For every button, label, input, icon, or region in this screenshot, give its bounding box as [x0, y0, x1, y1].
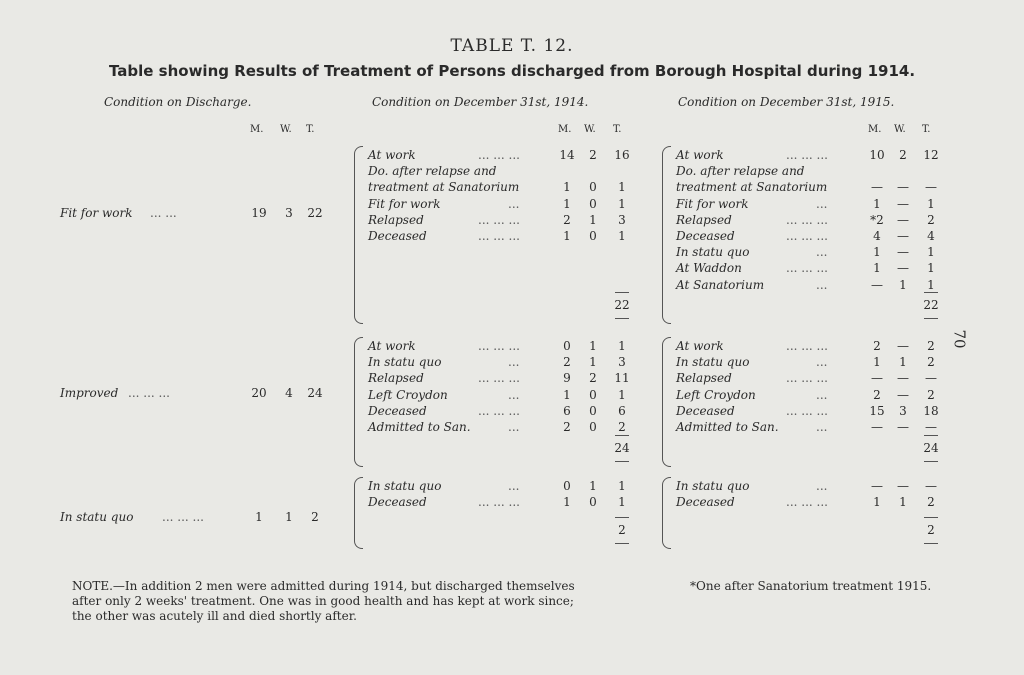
y1914-row-dots: ... — [508, 387, 520, 402]
y1915-cell-t: — — [925, 371, 937, 386]
y1915-row-label: At Sanatorium — [676, 277, 765, 292]
brace-1915 — [662, 337, 671, 467]
y1914-row-dots: ... ... ... — [478, 212, 520, 227]
y1914-row-label: In statu quo — [368, 355, 442, 370]
y1914-row-dots: ... ... ... — [478, 495, 520, 510]
y1914-cell-w: 0 — [589, 420, 597, 434]
y1915-cell-m: 1 — [873, 355, 881, 370]
y1914-cell-t: 1 — [618, 196, 626, 211]
column-header-m: M. — [868, 124, 882, 135]
section-t: 22 — [307, 206, 323, 220]
column-header-w: W. — [584, 124, 596, 135]
y1915-row-label: Relapsed — [676, 212, 732, 227]
y1915-cell-t: 4 — [927, 229, 935, 243]
y1915-row-dots: ... ... ... — [786, 148, 828, 162]
y1915-cell-m: — — [871, 277, 883, 292]
footnote: *One after Sanatorium treatment 1915. — [690, 579, 932, 593]
y1915-cell-t: 12 — [923, 148, 939, 162]
table-subtitle: Table showing Results of Treatment of Persons discharged from Borough Hospital during 1914. — [108, 62, 916, 80]
y1915-row-label: treatment at Sanatorium — [676, 180, 828, 195]
y1915-cell-t: 2 — [927, 387, 935, 402]
y1915-row-dots: ... ... ... — [786, 339, 828, 353]
y1914-cell-w: 1 — [589, 355, 597, 370]
section-dots: ... ... ... — [162, 510, 204, 524]
y1915-cell-t: 18 — [923, 403, 939, 418]
y1914-cell-w: 0 — [589, 403, 597, 418]
y1915-cell-m: 15 — [869, 403, 885, 418]
y1914-row-label: Relapsed — [368, 371, 424, 386]
column-header-m: M. — [558, 124, 572, 135]
y1914-cell-t: 1 — [618, 229, 626, 243]
y1915-row-dots: ... — [816, 387, 828, 402]
y1915-row-label: Deceased — [676, 403, 735, 418]
y1914-row-label: Fit for work — [368, 196, 441, 211]
section-t: 24 — [307, 386, 323, 400]
y1914-cell-w: 2 — [589, 371, 597, 386]
header-condition-on-discharge: Condition on Discharge. — [104, 95, 252, 109]
section-label: Fit for work — [60, 206, 133, 220]
y1914-cell-m: 2 — [563, 212, 571, 227]
y1915-cell-m: 1 — [873, 245, 881, 260]
total-1915-rule-bottom — [924, 461, 938, 462]
note-paragraph: NOTE.—In addition 2 men were admitted during 1914, but discharged themselves after only 2 weeks' treatment. One was in good health and has kept at work since; the other was acutely ill and died shortly after. — [72, 579, 575, 623]
section-label: In statu quo — [60, 510, 134, 524]
section-m: 1 — [255, 510, 263, 524]
y1914-cell-t: 3 — [618, 212, 626, 227]
y1915-cell-m: 2 — [873, 339, 881, 353]
column-header-w: W. — [894, 124, 906, 135]
y1915-row-label: Deceased — [676, 495, 735, 510]
y1914-cell-w: 1 — [589, 212, 597, 227]
y1915-row-label: Relapsed — [676, 371, 732, 386]
y1914-row-label: At work — [368, 339, 416, 353]
y1914-cell-m: 1 — [563, 196, 571, 211]
y1914-cell-t: 1 — [618, 339, 626, 353]
y1915-cell-w: — — [897, 212, 909, 227]
total-1914-rule-top — [615, 517, 629, 518]
y1915-cell-w: — — [897, 387, 909, 402]
column-header-t: T. — [306, 124, 315, 135]
y1915-row-label: In statu quo — [676, 479, 750, 493]
y1915-row-label: At Waddon — [676, 261, 742, 276]
y1915-cell-m: 2 — [873, 387, 881, 402]
y1915-row-label: Admitted to San. — [676, 420, 779, 434]
y1914-cell-w: 2 — [589, 148, 597, 162]
total-1915-rule-bottom — [924, 318, 938, 319]
brace-1914 — [354, 477, 363, 549]
y1915-cell-w: — — [897, 196, 909, 211]
total-1914-rule-top — [615, 292, 629, 293]
y1914-cell-w: 0 — [589, 229, 597, 243]
y1915-cell-m: *2 — [870, 212, 884, 227]
y1915-row-dots: ... — [816, 420, 828, 434]
y1914-row-label: Deceased — [368, 495, 427, 510]
y1914-cell-t: 11 — [614, 371, 630, 386]
column-header-w: W. — [280, 124, 292, 135]
y1915-cell-t: 1 — [927, 261, 935, 276]
section-dots: ... ... ... — [128, 386, 170, 400]
y1914-cell-t: 1 — [618, 495, 626, 510]
y1915-cell-m: 1 — [873, 196, 881, 211]
y1914-cell-m: 1 — [563, 180, 571, 195]
y1914-row-dots: ... — [508, 196, 520, 211]
y1914-cell-m: 9 — [563, 371, 571, 386]
y1914-row-label: Left Croydon — [368, 387, 448, 402]
y1915-cell-m: — — [871, 180, 883, 195]
column-header-t: T. — [613, 124, 622, 135]
y1914-row-label: Relapsed — [368, 212, 424, 227]
column-header-t: T. — [922, 124, 931, 135]
y1915-cell-m: — — [871, 420, 883, 434]
y1915-cell-t: 2 — [927, 355, 935, 370]
y1914-cell-m: 6 — [563, 403, 571, 418]
y1914-row-label: In statu quo — [368, 479, 442, 493]
y1914-cell-t: 1 — [618, 387, 626, 402]
section-w: 3 — [285, 206, 293, 220]
section-m: 20 — [251, 386, 267, 400]
total-1914-rule-top — [615, 435, 629, 436]
y1915-cell-w: 2 — [899, 148, 907, 162]
y1914-row-label: At work — [368, 148, 416, 162]
y1915-row-dots: ... ... ... — [786, 229, 828, 243]
y1914-cell-m: 0 — [563, 479, 571, 493]
y1914-row-dots: ... — [508, 420, 520, 434]
y1915-row-label: Fit for work — [676, 196, 749, 211]
y1915-row-dots: ... ... ... — [786, 261, 828, 276]
y1915-row-label: Left Croydon — [676, 387, 756, 402]
y1915-cell-t: 2 — [927, 495, 935, 510]
total-1914-rule-bottom — [615, 543, 629, 544]
total-1914: 2 — [618, 523, 626, 537]
y1914-row-dots: ... ... ... — [478, 403, 520, 418]
y1914-row-label: Do. after relapse and — [368, 164, 497, 179]
y1915-cell-w: 3 — [899, 403, 907, 418]
section-dots: ... ... — [150, 206, 177, 220]
brace-1914 — [354, 146, 363, 324]
y1914-cell-w: 0 — [589, 495, 597, 510]
y1915-cell-w: — — [897, 371, 909, 386]
y1914-cell-t: 1 — [618, 180, 626, 195]
section-t: 2 — [311, 510, 319, 524]
y1914-cell-w: 1 — [589, 479, 597, 493]
header-december-1914: Condition on December 31st, 1914. — [372, 95, 589, 109]
y1914-row-dots: ... ... ... — [478, 339, 520, 353]
y1915-cell-w: — — [897, 245, 909, 260]
y1914-cell-m: 1 — [563, 229, 571, 243]
y1914-row-dots: ... — [508, 355, 520, 370]
y1915-cell-t: 1 — [927, 245, 935, 260]
y1914-cell-t: 1 — [618, 479, 626, 493]
y1914-row-dots: ... ... ... — [478, 371, 520, 386]
y1915-row-dots: ... — [816, 479, 828, 493]
y1915-row-dots: ... ... ... — [786, 371, 828, 386]
y1914-row-label: Deceased — [368, 403, 427, 418]
y1915-row-label: At work — [676, 339, 724, 353]
y1915-row-label: In statu quo — [676, 245, 750, 260]
y1915-row-dots: ... ... ... — [786, 495, 828, 510]
y1914-row-label: treatment at Sanatorium — [368, 180, 520, 195]
section-w: 4 — [285, 386, 293, 400]
y1915-cell-t: — — [925, 420, 937, 434]
total-1915: 22 — [923, 298, 939, 312]
brace-1915 — [662, 146, 671, 324]
total-1915-rule-bottom — [924, 543, 938, 544]
y1915-row-dots: ... — [816, 355, 828, 370]
section-w: 1 — [285, 510, 293, 524]
y1915-cell-t: 1 — [927, 196, 935, 211]
y1914-cell-t: 16 — [614, 148, 630, 162]
y1914-cell-t: 3 — [618, 355, 626, 370]
y1915-cell-w: — — [897, 339, 909, 353]
y1914-cell-m: 0 — [563, 339, 571, 353]
y1915-cell-t: — — [925, 180, 937, 195]
y1915-cell-m: 4 — [873, 229, 881, 243]
y1915-row-label: Do. after relapse and — [676, 164, 805, 179]
brace-1914 — [354, 337, 363, 467]
section-m: 19 — [251, 206, 267, 220]
total-1915-rule-top — [924, 517, 938, 518]
y1914-cell-w: 1 — [589, 339, 597, 353]
y1915-cell-m: 10 — [869, 148, 885, 162]
total-1914: 24 — [614, 441, 630, 455]
y1915-row-label: In statu quo — [676, 355, 750, 370]
y1914-cell-t: 2 — [618, 420, 626, 434]
y1915-row-dots: ... — [816, 245, 828, 260]
y1915-cell-w: — — [897, 479, 909, 493]
y1915-row-label: Deceased — [676, 229, 735, 243]
brace-1915 — [662, 477, 671, 549]
total-1914: 22 — [614, 298, 630, 312]
y1915-cell-w: — — [897, 180, 909, 195]
y1914-cell-w: 0 — [589, 387, 597, 402]
y1915-cell-m: — — [871, 479, 883, 493]
header-december-1915: Condition on December 31st, 1915. — [678, 95, 895, 109]
y1915-cell-w: 1 — [899, 277, 907, 292]
y1914-row-dots: ... ... ... — [478, 229, 520, 243]
y1914-cell-m: 2 — [563, 420, 571, 434]
y1915-cell-w: 1 — [899, 355, 907, 370]
y1915-cell-t: 2 — [927, 339, 935, 353]
y1915-row-label: At work — [676, 148, 724, 162]
y1915-cell-w: — — [897, 229, 909, 243]
total-1915-rule-top — [924, 292, 938, 293]
table-title: TABLE T. 12. — [450, 36, 574, 56]
y1914-cell-m: 1 — [563, 495, 571, 510]
y1914-cell-m: 1 — [563, 387, 571, 402]
column-header-m: M. — [250, 124, 264, 135]
y1914-row-label: Admitted to San. — [368, 420, 471, 434]
total-1914-rule-bottom — [615, 318, 629, 319]
y1915-row-dots: ... ... ... — [786, 403, 828, 418]
y1914-cell-w: 0 — [589, 196, 597, 211]
y1915-cell-w: — — [897, 420, 909, 434]
y1915-cell-m: 1 — [873, 495, 881, 510]
section-label: Improved — [60, 386, 119, 400]
y1915-row-dots: ... ... ... — [786, 212, 828, 227]
y1914-cell-t: 6 — [618, 403, 626, 418]
y1915-row-dots: ... — [816, 277, 828, 292]
y1914-cell-w: 0 — [589, 180, 597, 195]
y1914-cell-m: 2 — [563, 355, 571, 370]
y1915-cell-m: — — [871, 371, 883, 386]
y1915-cell-w: — — [897, 261, 909, 276]
y1915-row-dots: ... — [816, 196, 828, 211]
total-1914-rule-bottom — [615, 461, 629, 462]
y1915-cell-t: — — [925, 479, 937, 493]
y1914-row-dots: ... — [508, 479, 520, 493]
total-1915-rule-top — [924, 435, 938, 436]
y1914-row-dots: ... ... ... — [478, 148, 520, 162]
y1915-cell-t: 1 — [927, 277, 935, 292]
y1915-cell-t: 2 — [927, 212, 935, 227]
y1915-cell-w: 1 — [899, 495, 907, 510]
total-1915: 24 — [923, 441, 939, 455]
y1914-row-label: Deceased — [368, 229, 427, 243]
y1915-cell-m: 1 — [873, 261, 881, 276]
total-1915: 2 — [927, 523, 935, 537]
page-number: 70 — [950, 329, 969, 349]
y1914-cell-m: 14 — [559, 148, 575, 162]
